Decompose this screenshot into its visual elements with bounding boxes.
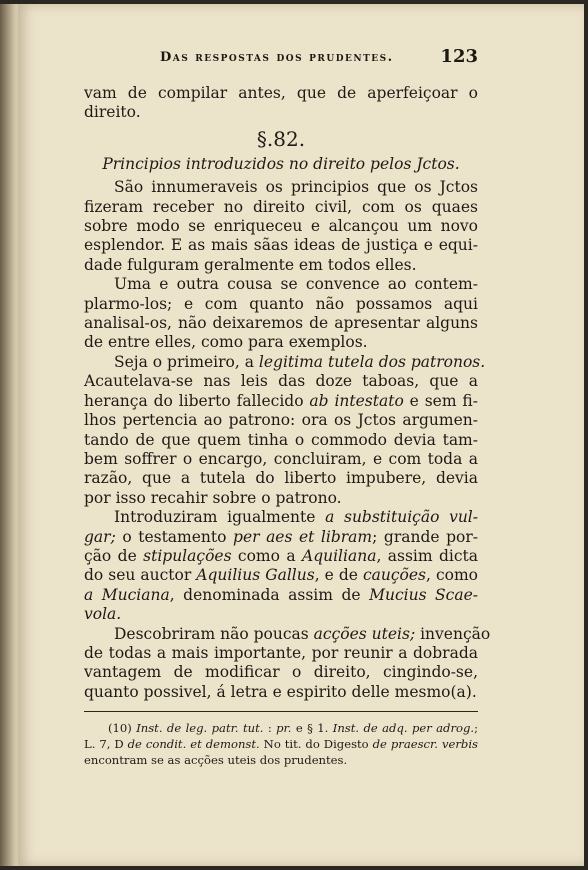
- text-run: :: [263, 721, 277, 735]
- text-line: vantagem de modificar o direito, cingindo-se,: [84, 663, 478, 682]
- text-run: , denominada assim de: [169, 585, 370, 604]
- text-line: de todas a mais importante, por reunir a dobrada: [84, 643, 478, 662]
- text-run-italic: cauções: [362, 566, 426, 585]
- text-run-italic: de praescr. verbis: [372, 737, 478, 751]
- page-header: [160, 46, 478, 72]
- text-line: fizeram receber no direito civil, com os quaes: [84, 197, 478, 216]
- section-title: Principios introduzidos no direito pelos Jctos.: [102, 154, 460, 173]
- text-line: [84, 605, 478, 624]
- text-line: [84, 624, 491, 644]
- text-run-italic: stipulações: [143, 546, 232, 565]
- footnote-line: encontram se as acções uteis dos prudentes.: [84, 753, 348, 767]
- text-line: sobre modo se enriqueceu e alcançou um novo: [84, 217, 478, 236]
- text-run: invenção: [415, 624, 491, 643]
- text-run-italic: pr.: [276, 721, 292, 735]
- text-line: por isso recahir sobre o patrono.: [84, 488, 342, 507]
- text-line: razão, que a tutela do liberto impubere, devia: [84, 469, 478, 488]
- text-run: Seja o primeiro, a: [114, 352, 259, 371]
- text-run: ; grande por-: [372, 527, 478, 546]
- text-run-italic: Aquiliana: [302, 546, 377, 565]
- text-line: tando de que quem tinha o commodo devia tam-: [84, 430, 478, 449]
- text-run: ção de: [84, 546, 144, 565]
- text-run-italic: per aes et libram: [233, 527, 373, 546]
- text-line: quanto possivel, á letra e espirito delle mesmo(a).: [84, 682, 477, 701]
- text-line: dade fulguram geralmente em todos elles.: [84, 255, 417, 274]
- text-run-italic: a Muciana: [84, 585, 170, 604]
- text-run-italic: ab intestato: [309, 391, 404, 410]
- text-run: e sem fi-: [403, 391, 479, 410]
- page-body: [84, 84, 491, 702]
- text-run: e § 1.: [291, 721, 333, 735]
- text-run: L. 7, D: [84, 737, 128, 751]
- text-run: o testamento: [115, 527, 234, 546]
- text-line: [84, 566, 478, 585]
- text-line: [84, 352, 486, 372]
- text-run-italic: acções uteis;: [313, 624, 416, 643]
- text-run: do seu auctor: [84, 566, 197, 585]
- text-line: Acautelava-se nas leis das doze taboas, que a: [84, 372, 478, 391]
- text-run-italic: a substituição vul-: [325, 508, 479, 527]
- text-line: vam de compilar antes, que de aperfeiçoar o: [84, 84, 478, 102]
- footnote-divider: [84, 711, 478, 712]
- text-run: herança do liberto fallecido: [84, 391, 310, 410]
- footnote-line: [84, 736, 478, 752]
- section-number: §.82.: [256, 126, 306, 151]
- text-line: [84, 528, 478, 547]
- text-run: Introduziram igualmente: [114, 508, 326, 527]
- text-run: , e de: [314, 566, 363, 585]
- text-line: direito.: [84, 103, 141, 122]
- text-run-italic: Mucius Scae-: [369, 585, 478, 604]
- text-line: bem soffrer o encargo, concluiram, e com toda a: [84, 449, 478, 468]
- text-line: [84, 392, 478, 411]
- text-run-italic: Inst. de adq. per adrog.: [332, 721, 475, 735]
- text-run-italic: vola.: [84, 605, 122, 624]
- text-line: esplendor. E as mais sãas ideas de justiça e equi-: [84, 236, 478, 255]
- text-line: [84, 508, 478, 527]
- text-run-italic: de condit. et demonst.: [127, 737, 260, 751]
- text-line: [84, 586, 478, 605]
- text-run: ;: [474, 721, 479, 735]
- text-line: Uma e outra cousa se convence ao contem-: [114, 275, 478, 294]
- text-run: , assim dicta: [376, 546, 478, 565]
- text-run: Descobriram não poucas: [114, 624, 314, 643]
- text-run-italic: Inst. de leg. patr. tut.: [136, 721, 264, 735]
- text-line: de entre elles, como para exemplos.: [84, 333, 368, 352]
- page-number: 123: [440, 46, 478, 67]
- text-line: analisal-os, não deixaremos de apresentar alguns: [84, 314, 478, 333]
- text-line: lhos pertencia ao patrono: ora os Jctos argumen-: [84, 411, 478, 430]
- text-run-italic: legitima tutela dos patronos.: [258, 352, 486, 371]
- text-run: No tit. do Digesto: [259, 737, 373, 751]
- text-run: , como: [426, 566, 478, 585]
- text-run: como a: [231, 546, 302, 565]
- text-run-italic: Aquilius Gallus: [196, 566, 315, 585]
- text-line: São innumeraveis os principios que os Jctos: [114, 178, 478, 197]
- footnote: [84, 720, 478, 768]
- text-run-italic: gar;: [84, 527, 116, 546]
- running-head: Das respostas dos prudentes.: [160, 50, 394, 65]
- footnote-line: [84, 720, 478, 736]
- text-line: plarmo-los; e com quanto não possamos aqui: [84, 294, 478, 313]
- text-run: (10): [108, 721, 137, 735]
- text-line: [84, 547, 478, 566]
